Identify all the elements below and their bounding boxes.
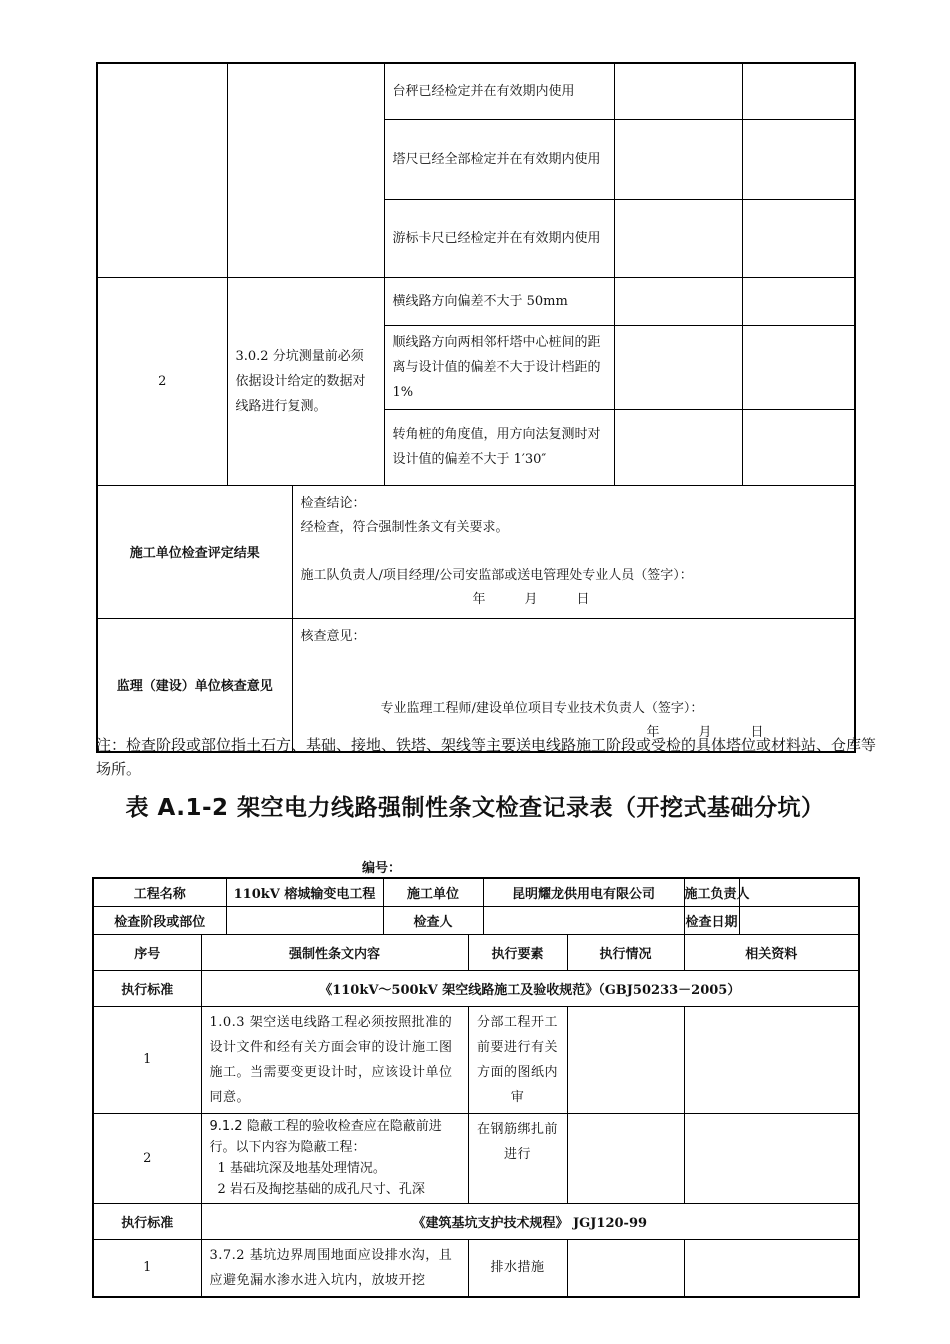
- construction-leader-value[interactable]: [739, 878, 859, 906]
- row1-material-3[interactable]: [742, 199, 855, 277]
- r2-content-item-1: 1 基础坑深及地基处理情况。: [217, 1161, 386, 1176]
- supervisor-date: 年 月 日: [646, 724, 764, 740]
- contractor-date: 年 月 日: [472, 591, 590, 607]
- supervisor-opinion-cell: [292, 618, 855, 752]
- table-title: 表 A.1-2 架空电力线路强制性条文检查记录表（开挖式基础分坑）: [125, 795, 825, 821]
- r2-element: 在钢筋绑扎前进行: [468, 1113, 567, 1203]
- r3-material[interactable]: [684, 1239, 859, 1297]
- row2-item-2: 顺线路方向两相邻杆塔中心桩间的距离与设计值的偏差不大于设计档距的 1%: [384, 325, 614, 409]
- row2-status-2[interactable]: [614, 325, 742, 409]
- check-date-value[interactable]: [739, 906, 859, 934]
- contractor-conclusion-label: 检查结论：: [300, 495, 366, 511]
- table-note: 注：检查阶段或部位指土石方、基础、接地、铁塔、架线等主要送电线路施工阶段或受检的具体塔位或材料站、仓库等场所。: [96, 736, 877, 778]
- serial-number-label: 编号：: [362, 861, 402, 876]
- row1-item-3: 游标卡尺已经检定并在有效期内使用: [384, 199, 614, 277]
- supervisor-sign-label: 专业监理工程师/建设单位项目专业技术负责人（签字）：: [380, 700, 704, 716]
- contractor-result-cell: [292, 485, 855, 618]
- row1-item-2: 塔尺已经全部检定并在有效期内使用: [384, 119, 614, 199]
- std-value-2: 《建筑基坑支护技术规程》 JGJ120-99: [201, 1203, 859, 1239]
- inspection-record-table: [92, 877, 860, 1298]
- row1-item-1: 台秤已经检定并在有效期内使用: [384, 63, 614, 119]
- row2-item-3: 转角桩的角度值，用方向法复测时对设计值的偏差不大于 1′30″: [384, 409, 614, 485]
- project-name-value[interactable]: 110kV 榕城输变电工程: [226, 878, 383, 906]
- row1-no-cell: [97, 63, 227, 277]
- r2-material[interactable]: [684, 1113, 859, 1203]
- r1-element: 分部工程开工前要进行有关方面的图纸内审: [468, 1006, 567, 1113]
- inspector-value[interactable]: [483, 906, 684, 934]
- contractor-conclusion: 经检查，符合强制性条文有关要求。: [300, 519, 509, 535]
- row2-item-1: 横线路方向偏差不大于 50mm: [384, 277, 614, 325]
- r3-element: 排水措施: [468, 1239, 567, 1297]
- r2-content-head: 9.1.2 隐蔽工程的验收检查应在隐蔽前进行。以下内容为隐蔽工程：: [209, 1119, 442, 1155]
- inspector-label: 检查人: [383, 906, 483, 934]
- r2-status[interactable]: [567, 1113, 684, 1203]
- std-label-1: 执行标准: [93, 970, 201, 1006]
- project-name-label: 工程名称: [93, 878, 226, 906]
- check-table-continued: [96, 62, 856, 753]
- col-header-status: 执行情况: [567, 934, 684, 970]
- r2-content: [201, 1113, 468, 1203]
- row2-content: 3.0.2 分坑测量前必须依据设计给定的数据对线路进行复测。: [227, 277, 384, 485]
- supervisor-opinion-title: 核查意见：: [300, 628, 366, 644]
- col-header-content: 强制性条文内容: [201, 934, 468, 970]
- row1-material-2[interactable]: [742, 119, 855, 199]
- col-header-element: 执行要素: [468, 934, 567, 970]
- col-header-material: 相关资料: [684, 934, 859, 970]
- construction-unit-label: 施工单位: [383, 878, 483, 906]
- r3-no: 1: [93, 1239, 201, 1297]
- construction-unit-value[interactable]: 昆明耀龙供用电有限公司: [483, 878, 684, 906]
- row2-status-3[interactable]: [614, 409, 742, 485]
- check-stage-label: 检查阶段或部位: [93, 906, 226, 934]
- row2-no: 2: [97, 277, 227, 485]
- row2-material-3[interactable]: [742, 409, 855, 485]
- row1-material-1[interactable]: [742, 63, 855, 119]
- r2-content-item-2: 2 岩石及掏挖基础的成孔尺寸、孔深: [217, 1182, 425, 1197]
- check-stage-value[interactable]: [226, 906, 383, 934]
- supervisor-opinion-label: 监理（建设）单位核查意见: [97, 618, 292, 752]
- r1-no: 1: [93, 1006, 201, 1113]
- row2-material-1[interactable]: [742, 277, 855, 325]
- std-label-2: 执行标准: [93, 1203, 201, 1239]
- row2-status-1[interactable]: [614, 277, 742, 325]
- col-header-no: 序号: [93, 934, 201, 970]
- r2-no: 2: [93, 1113, 201, 1203]
- row1-status-3[interactable]: [614, 199, 742, 277]
- check-date-label: 检查日期: [684, 906, 739, 934]
- r3-status[interactable]: [567, 1239, 684, 1297]
- std-value-1: 《110kV～500kV 架空线路施工及验收规范》（GBJ50233－2005）: [201, 970, 859, 1006]
- r3-content: 3.7.2 基坑边界周围地面应设排水沟，且应避免漏水渗水进入坑内，放坡开挖: [201, 1239, 468, 1297]
- contractor-result-label: 施工单位检查评定结果: [97, 485, 292, 618]
- row2-material-2[interactable]: [742, 325, 855, 409]
- row1-status-1[interactable]: [614, 63, 742, 119]
- r1-content: 1.0.3 架空送电线路工程必须按照批准的设计文件和经有关方面会审的设计施工图施工。当需要变更设计时，应该设计单位同意。: [201, 1006, 468, 1113]
- construction-leader-label: 施工负责人: [684, 878, 739, 906]
- r1-status[interactable]: [567, 1006, 684, 1113]
- contractor-sign-label: 施工队负责人/项目经理/公司安监部或送电管理处专业人员（签字）：: [300, 567, 693, 583]
- row1-content-cell: [227, 63, 384, 277]
- r1-material[interactable]: [684, 1006, 859, 1113]
- row1-status-2[interactable]: [614, 119, 742, 199]
